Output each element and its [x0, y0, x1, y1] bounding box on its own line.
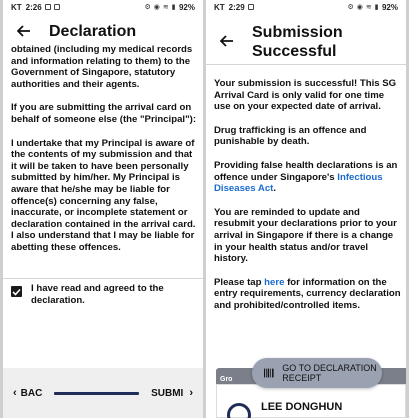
notification-icon	[248, 4, 254, 10]
group-label: Gro	[220, 376, 233, 383]
app-header	[3, 14, 203, 48]
agreement-label: I have read and agreed to the declaration.	[31, 283, 164, 306]
traveller-card[interactable]	[216, 384, 406, 418]
fab-label: GO TO DECLARATION RECEIPT	[282, 363, 377, 383]
divider	[206, 64, 406, 65]
declaration-text	[11, 44, 199, 277]
page-title-line: Submission	[252, 24, 343, 41]
carrier-label: KT	[11, 2, 22, 12]
declaration-paragraph: I undertake that my Principal is aware of the contents of my submission and that it will be taken to have been personally submitted by him/her. My Principal is aware that he/she may be liable for offence(s) concerning any false, inaccurate, or incomplete statement or declaration contained in the arrival card. I also understand that I may be liable for abetting these offences.	[11, 137, 196, 253]
declaration-paragraph: If you are submitting the arrival card on behalf of someone else (the "Principal"):	[11, 102, 197, 125]
clock: 2:26	[25, 2, 42, 12]
drug-warning: Drug trafficking is an offence and punishable by death.	[214, 124, 367, 148]
system-icons: ⚙ ◉ ≋ ▮	[144, 4, 176, 11]
declaration-paragraph: obtained (including my medical records and information relating to them) to the Government of Singapore, statutory authorities and their agents.	[11, 44, 193, 90]
go-to-declaration-receipt-button[interactable]	[252, 358, 382, 388]
infectious-diseases-act-link[interactable]: Infectious Diseases Act	[214, 171, 383, 195]
notification-icon	[45, 4, 51, 10]
divider	[3, 278, 203, 279]
app-header	[206, 14, 406, 62]
battery-level: 92%	[178, 2, 195, 12]
here-link[interactable]: here	[264, 276, 285, 288]
status-bar	[3, 0, 203, 14]
chevron-left-icon: ‹	[13, 387, 17, 399]
submit-button-label: SUBMI	[151, 387, 184, 399]
system-icons: ⚙ ◉ ≋ ▮	[347, 4, 379, 11]
submit-button[interactable]	[151, 387, 193, 399]
battery-level: 92%	[381, 2, 398, 12]
chevron-right-icon: ›	[189, 387, 193, 399]
progress-fill	[54, 392, 139, 395]
back-arrow-icon[interactable]	[13, 20, 35, 42]
success-messages	[214, 78, 402, 324]
progress-bar	[54, 392, 139, 395]
avatar	[227, 403, 251, 418]
clock: 2:29	[228, 2, 245, 12]
check-icon	[12, 288, 21, 296]
entry-info-paragraph: Please tap here for information on the entry requirements, currency declaration and prohibited/controlled items.	[214, 276, 401, 311]
traveller-name: LEE DONGHUN	[261, 401, 343, 413]
health-declaration-warning: Providing false health declarations is an offence under Singapore's Infectious Diseases Act.	[214, 159, 398, 195]
barcode-icon	[264, 367, 274, 379]
agreement-row[interactable]	[11, 283, 195, 306]
back-arrow-icon[interactable]	[216, 30, 238, 52]
back-button[interactable]	[13, 387, 42, 399]
carrier-label: KT	[214, 2, 225, 12]
notification-icon	[54, 4, 60, 10]
bottom-navigation	[3, 368, 203, 418]
page-title-line: Successful	[252, 43, 337, 60]
success-message: Your submission is successful! This SG Arrival Card is only valid for one time use on your expected date of arrival.	[214, 78, 397, 113]
agreement-checkbox[interactable]	[11, 286, 22, 297]
declaration-screen	[3, 0, 203, 418]
page-title	[252, 23, 343, 61]
resubmit-reminder: You are reminded to update and resubmit your declarations prior to your arrival in Singapore if there is a change in your health status and/or travel history.	[214, 206, 397, 265]
status-bar	[206, 0, 406, 14]
back-button-label: BAC	[20, 387, 43, 399]
page-title: Declaration	[49, 22, 137, 40]
submission-success-screen	[206, 0, 406, 418]
